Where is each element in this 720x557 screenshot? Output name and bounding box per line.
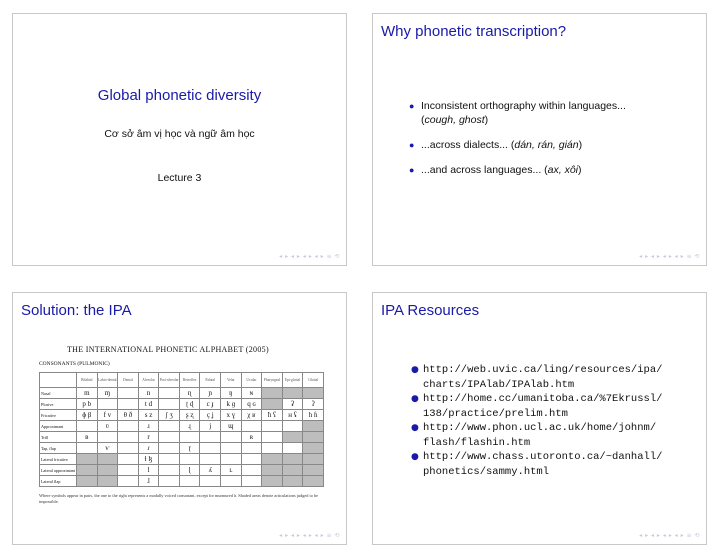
ipa-row [40,443,324,454]
ipa-chart [39,345,329,545]
bullet-icon: ● [411,394,419,404]
ipa-row-label: Nasal [40,388,77,399]
ipa-row [40,476,324,487]
ipa-symbol-cell: l [138,465,159,476]
ipa-symbol-cell: ʎ [200,465,221,476]
ipa-symbol-cell [200,476,221,487]
ipa-symbol-cell: ʃ ʒ [159,410,180,421]
ipa-symbol-cell: ʡ [282,399,303,410]
ipa-symbol-cell [77,454,98,465]
ipa-row [40,465,324,476]
slide-heading: IPA Resources [381,302,480,319]
ipa-symbol-cell: ç ʝ [200,410,221,421]
ipa-symbol-cell [262,421,283,432]
ipa-row [40,388,324,399]
ipa-column-header: Alveolar [138,373,159,388]
ipa-symbol-cell: ɲ [200,388,221,399]
ipa-chart-title: THE INTERNATIONAL PHONETIC ALPHABET (2005) [67,345,269,354]
ipa-symbol-cell [97,432,118,443]
ipa-symbol-cell: h ɦ [303,410,324,421]
ipa-symbol-cell: x ɣ [221,410,242,421]
ipa-symbol-cell [200,443,221,454]
bullet-list [409,99,699,188]
ipa-symbol-cell: t d [138,399,159,410]
ipa-symbol-cell: ŋ [221,388,242,399]
ipa-column-header: Glottal [303,373,324,388]
ipa-symbol-cell [159,443,180,454]
ipa-symbol-cell [159,421,180,432]
course-subtitle: Cơ sở âm vị học và ngữ âm học [104,128,255,140]
slide-title [12,13,347,266]
ipa-symbol-cell: ʟ [221,465,242,476]
ipa-symbol-cell: ʋ [97,421,118,432]
ipa-symbol-cell [303,388,324,399]
ipa-column-header: Uvular [241,373,262,388]
ipa-symbol-cell: q ɢ [241,399,262,410]
ipa-symbol-cell [262,454,283,465]
ipa-symbol-cell [159,476,180,487]
ipa-symbol-cell [262,465,283,476]
ipa-symbol-cell: j [200,421,221,432]
bullet-text: ...across dialects... [421,139,508,151]
lecture-number: Lecture 3 [157,172,202,184]
ipa-symbol-cell: r [138,432,159,443]
ipa-symbol-cell: n [138,388,159,399]
ipa-symbol-cell [282,476,303,487]
ipa-symbol-cell [118,388,139,399]
slide-heading: Solution: the IPA [21,302,132,319]
ipa-symbol-cell: ɰ [221,421,242,432]
resource-link[interactable]: ● http://www.chass.utoronto.ca/~danhall/ phonetics/sammy.html [411,451,663,478]
ipa-symbol-cell [118,465,139,476]
ipa-symbol-cell [97,465,118,476]
ipa-column-header: Velar [221,373,242,388]
ipa-symbol-cell [118,399,139,410]
ipa-column-header: Retroflex [179,373,200,388]
ipa-symbol-cell: m [77,388,98,399]
ipa-symbol-cell: p b [77,399,98,410]
resource-link[interactable]: ● http://web.uvic.ca/ling/resources/ipa/ charts/IPAlab/IPAlab.htm [411,364,663,391]
bullet-examples: ax, xôi [547,164,579,176]
ipa-symbol-cell: ɳ [179,388,200,399]
bullet-text: Inconsistent orthography within languages... [421,100,626,112]
ipa-symbol-cell [118,443,139,454]
ipa-symbol-cell [282,465,303,476]
ipa-symbol-cell: ɾ [138,443,159,454]
ipa-symbol-cell [118,421,139,432]
ipa-symbol-cell [241,476,262,487]
ipa-symbol-cell [159,454,180,465]
bullet-examples: dán, rán, gián [514,139,579,151]
bullet-icon: ● [411,423,419,433]
ipa-symbol-cell: ɴ [241,388,262,399]
slide-ipa-solution [12,292,347,545]
ipa-symbol-cell [77,421,98,432]
ipa-symbol-cell [221,454,242,465]
ipa-symbol-cell [282,421,303,432]
bullet-item: ● ...and across languages... (ax, xôi) [409,164,582,176]
ipa-symbol-cell: ʜ ʢ [282,410,303,421]
ipa-symbol-cell: k ɡ [221,399,242,410]
ipa-symbol-cell [118,476,139,487]
bullet-item: ● ...across dialects... (dán, rán, gián) [409,139,583,151]
ipa-section-label: CONSONANTS (PULMONIC) [39,361,110,367]
ipa-symbol-cell: ʈ ɖ [179,399,200,410]
resource-link[interactable]: ● http://home.cc/umanitoba.ca/%7Ekrussl/ 138/practice/prelim.htm [411,393,663,420]
ipa-symbol-cell [262,388,283,399]
ipa-symbol-cell [118,454,139,465]
ipa-row-label: Lateral flap [40,476,77,487]
ipa-column-header: Post-alveolar [159,373,180,388]
ipa-symbol-cell [303,476,324,487]
ipa-symbol-cell [159,465,180,476]
ipa-symbol-cell [97,454,118,465]
ipa-symbol-cell [241,454,262,465]
bullet-icon: ● [409,101,415,111]
ipa-symbol-cell: ɭ [179,465,200,476]
ipa-symbol-cell [221,476,242,487]
ipa-row-label: Lateral approximant [40,465,77,476]
ipa-row [40,421,324,432]
ipa-symbol-cell: ɻ [179,421,200,432]
ipa-symbol-cell: ʔ [303,399,324,410]
ipa-row [40,410,324,421]
ipa-symbol-cell [241,465,262,476]
ipa-row-label: Plosive [40,399,77,410]
bullet-icon: ● [411,365,419,375]
bullet-icon: ● [409,140,415,150]
ipa-symbol-cell [241,443,262,454]
slide-heading: Why phonetic transcription? [381,23,567,40]
ipa-symbol-cell [303,454,324,465]
ipa-column-header: Labio-dental [97,373,118,388]
ipa-symbol-cell [200,454,221,465]
ipa-symbol-cell [221,443,242,454]
resource-link[interactable]: ● http://www.phon.ucl.ac.uk/home/johnm/ flash/flashin.htm [411,422,657,449]
beamer-nav-bar[interactable]: ◂ ▸ ◂ ▸ ◂ ▸ ◂ ▸ ≡ ⟲ [279,532,340,539]
ipa-column-header: Epi-glottal [282,373,303,388]
ipa-symbol-cell [200,432,221,443]
beamer-nav-bar[interactable]: ◂ ▸ ◂ ▸ ◂ ▸ ◂ ▸ ≡ ⟲ [639,532,700,539]
ipa-row [40,454,324,465]
ipa-symbol-cell [262,399,283,410]
slide-why-transcription [372,13,707,266]
ipa-symbol-cell: χ ʁ [241,410,262,421]
ipa-symbol-cell: ɺ [138,476,159,487]
ipa-symbol-cell [303,421,324,432]
ipa-symbol-cell: ɽ [179,443,200,454]
slide-ipa-resources [372,292,707,545]
bullet-text: ...and across languages... [421,164,542,176]
ipa-symbol-cell [179,454,200,465]
ipa-row-label: Tap, flap [40,443,77,454]
ipa-row-label: Approximant [40,421,77,432]
ipa-symbol-cell: f v [97,410,118,421]
ipa-row-label: Trill [40,432,77,443]
ipa-symbol-cell: ɹ [138,421,159,432]
ipa-row [40,432,324,443]
ipa-consonant-table [39,372,324,487]
ipa-symbol-cell: ɸ β [77,410,98,421]
ipa-symbol-cell: ʂ ʐ [179,410,200,421]
ipa-symbol-cell: ɬ ɮ [138,454,159,465]
ipa-column-header: Dental [118,373,139,388]
ipa-row-label: Fricative [40,410,77,421]
slide-title-heading: Global phonetic diversity [97,87,262,104]
ipa-symbol-cell [282,443,303,454]
ipa-symbol-cell: ⱱ [97,443,118,454]
ipa-row-label: Lateral fricative [40,454,77,465]
ipa-symbol-cell: ɱ [97,388,118,399]
ipa-symbol-cell [262,432,283,443]
ipa-column-header: Palatal [200,373,221,388]
ipa-symbol-cell [77,465,98,476]
beamer-nav-bar[interactable]: ◂ ▸ ◂ ▸ ◂ ▸ ◂ ▸ ≡ ⟲ [279,253,340,260]
ipa-symbol-cell [282,454,303,465]
ipa-symbol-cell [262,476,283,487]
bullet-examples: cough, ghost [424,114,485,126]
ipa-symbol-cell [303,443,324,454]
ipa-symbol-cell [303,465,324,476]
bullet-item: ● Inconsistent orthography within languages... (cough, ghost) [409,100,626,126]
bullet-icon: ● [409,165,415,175]
ipa-symbol-cell: ħ ʕ [262,410,283,421]
ipa-symbol-cell [159,399,180,410]
ipa-symbol-cell [97,399,118,410]
ipa-symbol-cell: c ɟ [200,399,221,410]
ipa-symbol-cell [221,432,242,443]
ipa-row [40,399,324,410]
ipa-symbol-cell [241,421,262,432]
ipa-symbol-cell [262,443,283,454]
ipa-symbol-cell [77,476,98,487]
ipa-symbol-cell [179,432,200,443]
ipa-symbol-cell [179,476,200,487]
ipa-symbol-cell [282,432,303,443]
resource-link-list [411,363,706,479]
ipa-column-header: Pharyngeal [262,373,283,388]
ipa-symbol-cell [159,388,180,399]
ipa-symbol-cell [303,432,324,443]
ipa-column-header: Bilabial [77,373,98,388]
ipa-symbol-cell [282,388,303,399]
ipa-chart-note: Where symbols appear in pairs, the one to the right represents a modally voiced consonant, except for murmured ɦ. Shaded areas denote articulations judged to be impossible. [39,493,318,504]
ipa-symbol-cell [97,476,118,487]
ipa-symbol-cell [77,443,98,454]
ipa-symbol-cell: ʙ [77,432,98,443]
ipa-symbol-cell: ʀ [241,432,262,443]
ipa-symbol-cell: θ ð [118,410,139,421]
ipa-symbol-cell: s z [138,410,159,421]
beamer-nav-bar[interactable]: ◂ ▸ ◂ ▸ ◂ ▸ ◂ ▸ ≡ ⟲ [639,253,700,260]
bullet-icon: ● [411,452,419,462]
ipa-symbol-cell [118,432,139,443]
ipa-corner-cell [40,373,77,388]
ipa-symbol-cell [159,432,180,443]
